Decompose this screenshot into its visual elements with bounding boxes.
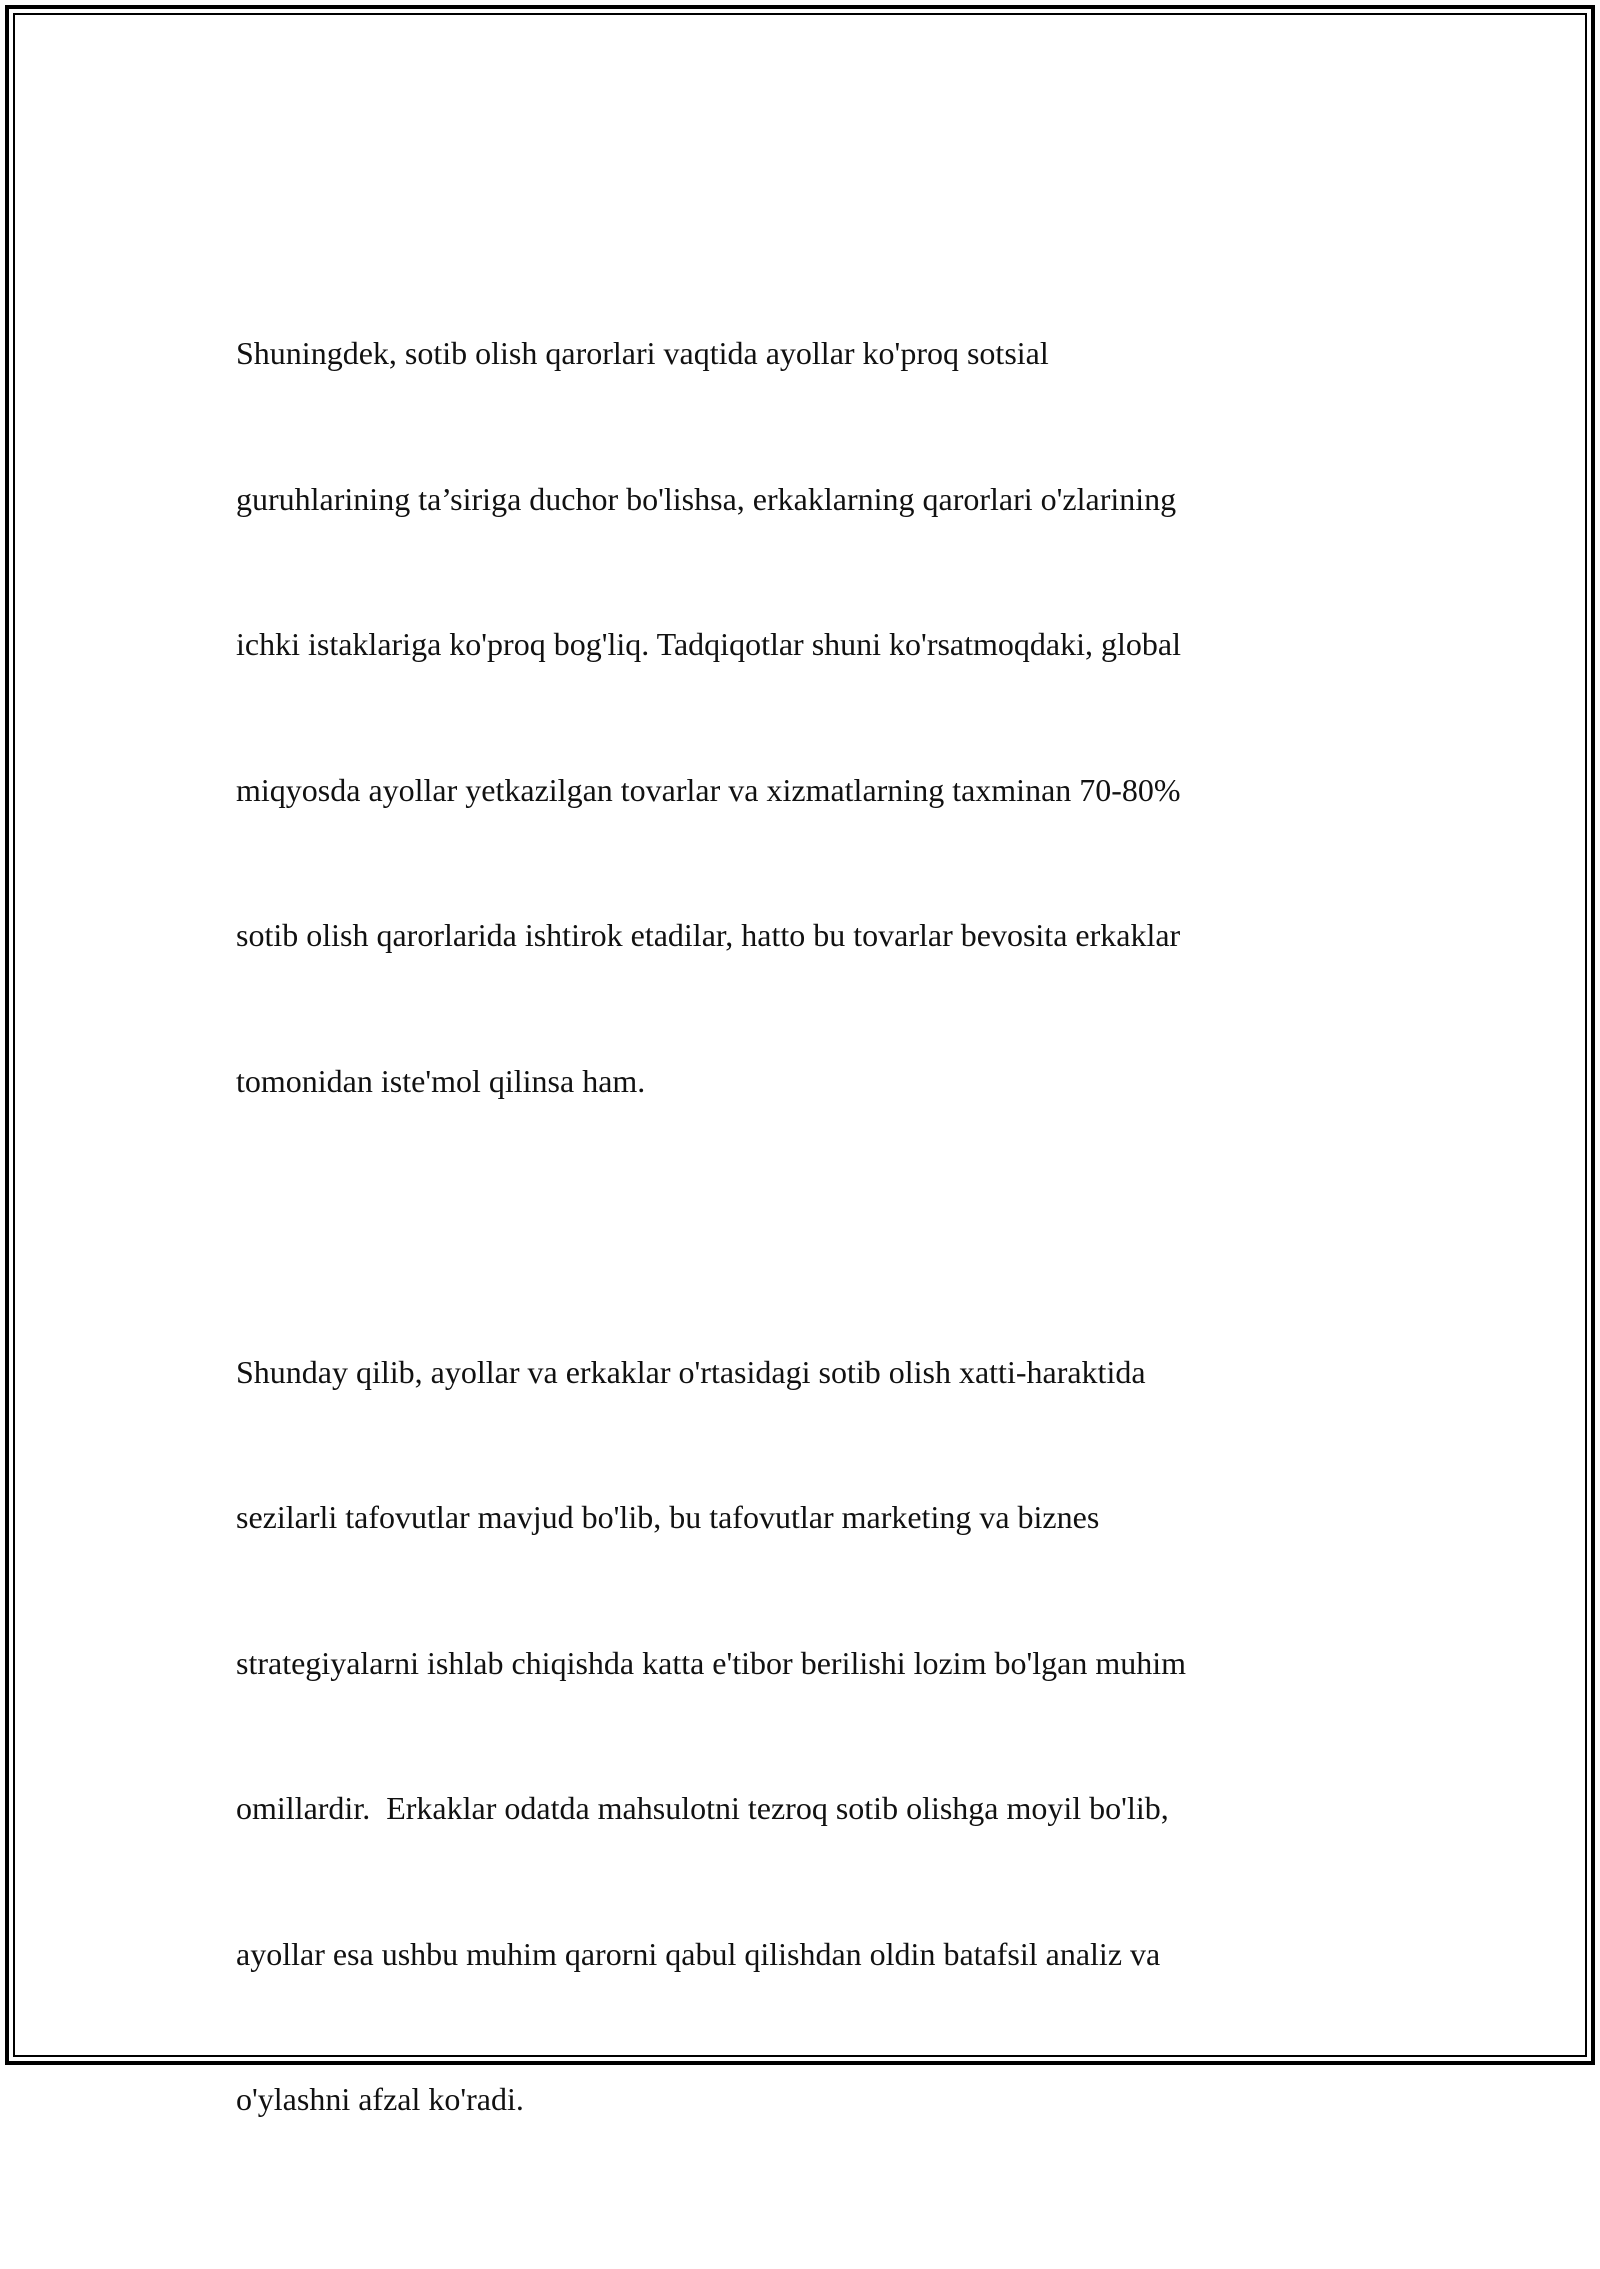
paragraph-line: Shunday qilib, ayollar va erkaklar o'rtasidagi sotib olish xatti-haraktida: [236, 1353, 1146, 1390]
paragraph-line: ayollar esa ushbu muhim qarorni qabul qilishdan oldin batafsil analiz va: [236, 1935, 1161, 1972]
paragraph-line: strategiyalarni ishlab chiqishda katta e'tibor berilishi lozim bo'lgan muhim: [236, 1644, 1186, 1681]
paragraph-line: guruhlarining ta’siriga duchor bo'lishsa, erkaklarning qarorlari o'zlarining: [236, 480, 1177, 517]
paragraph-2: [236, 1251, 1356, 2221]
paragraph-line: ichki istaklariga ko'proq bog'liq. Tadqiqotlar shuni ko'rsatmoqdaki, global: [236, 626, 1181, 662]
paragraph-1: [236, 232, 1356, 1202]
paragraph-line: Shuningdek, sotib olish qarorlari vaqtida ayollar ko'proq sotsial: [236, 335, 1049, 371]
paragraph-line: sezilarli tafovutlar mavjud bo'lib, bu tafovutlar marketing va biznes: [236, 1499, 1100, 1535]
document-body: [236, 232, 1356, 2269]
paragraph-line: omillardir. Erkaklar odatda mahsulotni tezroq sotib olishga moyil bo'lib,: [236, 1790, 1169, 1826]
paragraph-line: sotib olish qarorlarida ishtirok etadilar, hatto bu tovarlar bevosita erkaklar: [236, 917, 1181, 953]
paragraph-line: tomonidan iste'mol qilinsa ham.: [236, 1062, 646, 1099]
paragraph-line: o'ylashni afzal ko'radi.: [236, 2081, 524, 2117]
paragraph-line: miqyosda ayollar yetkazilgan tovarlar va xizmatlarning taxminan 70-80%: [236, 771, 1181, 808]
